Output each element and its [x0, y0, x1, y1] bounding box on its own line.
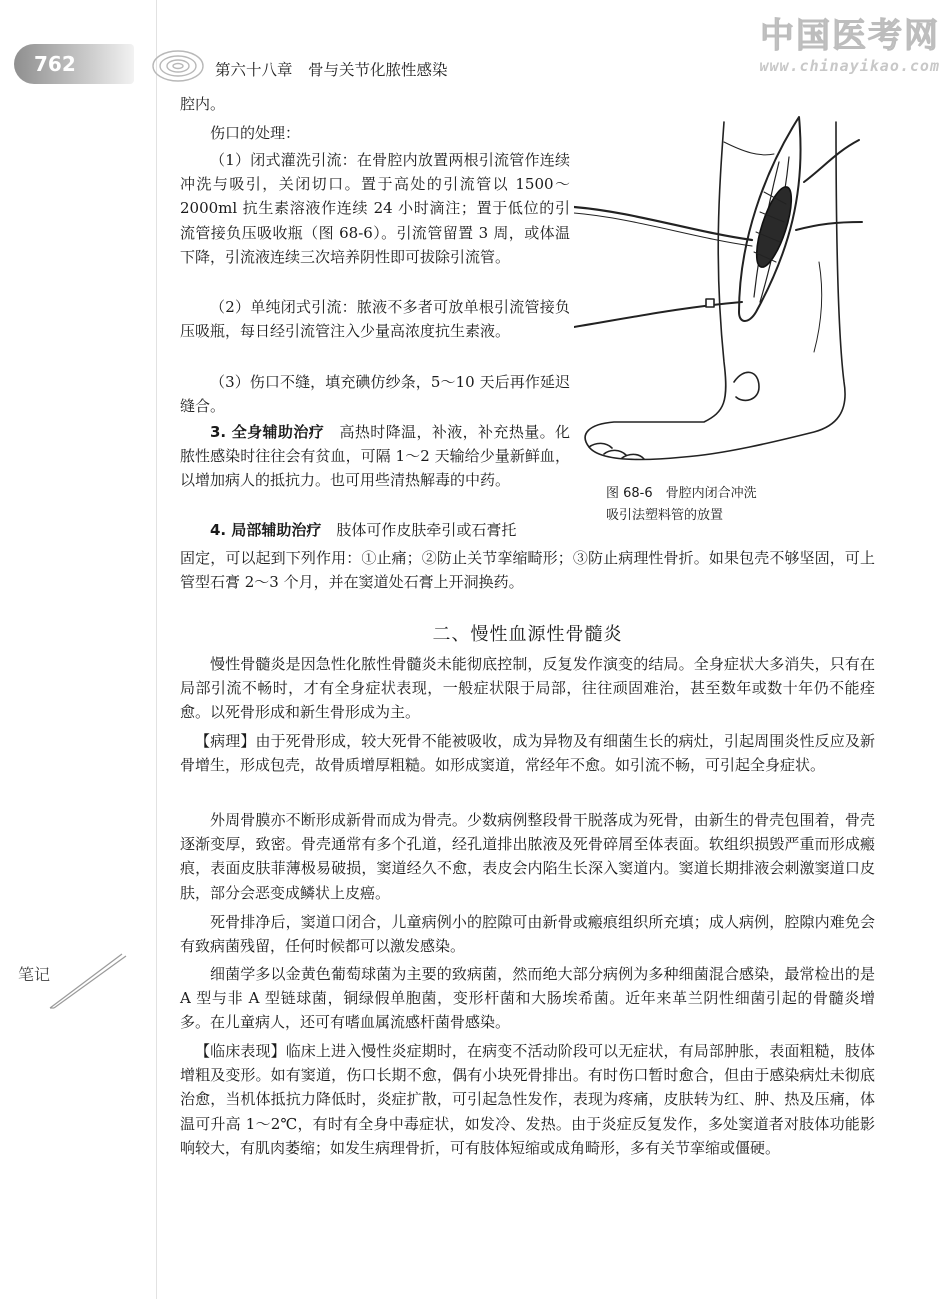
pathology-text: 由于死骨形成，较大死骨不能被吸收，成为异物及有细菌生长的病灶，引起周围炎性反应及新骨增生，形成包壳，故骨质增厚粗糙。如形成窦道，常经年不愈。如引流不畅，可引起全身症状。	[180, 732, 875, 775]
watermark-title: 中国医考网	[760, 16, 940, 56]
systemic-therapy-text: 高热时降温，补液，补充热量。化脓性感染时往往会有贫血，可隔 1～2 天输给少量新鲜血，以增加病人的抵抗力。也可用些清热解毒的中药。	[180, 423, 570, 490]
paragraph-shell: 外周骨膜亦不断形成新骨而成为骨壳。少数病例整段骨干脱落成为死骨，由新生的骨壳包围着，骨壳逐渐变厚，致密。骨壳通常有多个孔道，经孔道排出脓液及死骨碎屑至体表面。软组织损毁严重而形成瘢痕，表面皮肤菲薄极易破损，窦道经久不愈，表皮会内陷生长深入窦道内。窦道长期排液会刺激窦道口皮肤，部分会恶变成鳞状上皮癌。	[180, 811, 875, 902]
figure-caption-line1: 图 68-6 骨腔内闭合冲洗	[606, 486, 757, 501]
paragraph-wound: 伤口的处理：	[210, 124, 301, 142]
page-number: 762	[14, 44, 134, 84]
figure-caption	[606, 483, 936, 527]
paragraph-closed-irrigation: （1）闭式灌洗引流：在骨腔内放置两根引流管作连续冲洗与吸引，关闭切口。置于高处的引流管以 1500～2000ml 抗生素溶液作连续 24 小时滴注；置于低位的引流管接负压吸收瓶（图 68-6）。引流管留置 3 周，或体温下降，引流液连续三次培养阴性即可拔除引流管。	[180, 151, 570, 266]
paragraph-systemic-therapy	[180, 420, 570, 493]
paragraph-cavity: 腔内。	[180, 95, 226, 113]
leg-drainage-figure	[574, 112, 864, 477]
notes-label: 笔记	[18, 965, 51, 984]
paragraph-local-therapy	[180, 518, 570, 542]
section-title: 二、慢性血源性骨髓炎	[432, 624, 623, 645]
local-therapy-heading: 4. 局部辅助治疗	[210, 521, 322, 539]
paragraph-local-therapy-cont: 固定，可以起到下列作用：①止痛；②防止关节挛缩畸形；③防止病理性骨折。如果包壳不够坚固，可上管型石膏 2～3 个月，并在窦道处石膏上开洞换药。	[180, 549, 875, 592]
figure-caption-line2: 吸引法塑料管的放置	[606, 508, 724, 523]
paragraph-clinical	[180, 1039, 875, 1160]
paragraph-simple-drainage: （2）单纯闭式引流：脓液不多者可放单根引流管接负压吸瓶，每日经引流管注入少量高浓度抗生素液。	[180, 298, 570, 341]
paragraph-sequestrum: 死骨排净后，窦道口闭合，儿童病例小的腔隙可由新骨或瘢痕组织所充填；成人病例，腔隙内难免会有致病菌残留，任何时候都可以激发感染。	[180, 913, 875, 956]
watermark	[759, 8, 940, 75]
swirl-ornament-icon	[150, 46, 206, 86]
watermark-url: www.chinayikao.com	[759, 57, 940, 75]
pathology-label: 【病理】	[195, 732, 256, 750]
margin-rule	[156, 0, 157, 1299]
paragraph-bacteria: 细菌学多以金黄色葡萄球菌为主要的致病菌，然而绝大部分病例为多种细菌混合感染，最常检出的是 A 型与非 A 型链球菌，铜绿假单胞菌，变形杆菌和大肠埃希菌。近年来革兰阴性细菌引起的骨髓炎增多。在儿童病人，还可有嗜血属流感杆菌骨感染。	[180, 965, 875, 1032]
systemic-therapy-heading: 3. 全身辅助治疗	[210, 423, 325, 441]
paragraph-open-wound: （3）伤口不缝，填充碘仿纱条，5～10 天后再作延迟缝合。	[180, 373, 570, 416]
pen-icon	[48, 950, 128, 1010]
clinical-label: 【临床表现】	[195, 1042, 286, 1060]
chapter-title: 第六十八章 骨与关节化脓性感染	[215, 61, 448, 79]
local-therapy-text: 肢体可作皮肤牵引或石膏托	[336, 521, 517, 539]
paragraph-intro: 慢性骨髓炎是因急性化脓性骨髓炎未能彻底控制，反复发作演变的结局。全身症状大多消失，只有在局部引流不畅时，才有全身症状表现，一般症状限于局部，往往顽固难治，甚至数年或数十年仍不能痊愈。以死骨形成和新生骨形成为主。	[180, 655, 875, 722]
paragraph-pathology	[180, 729, 875, 777]
clinical-text: 临床上进入慢性炎症期时，在病变不活动阶段可以无症状，有局部肿胀，表面粗糙，肢体增粗及变形。如有窦道，伤口长期不愈，偶有小块死骨排出。有时伤口暂时愈合，但由于感染病灶未彻底治愈，当机体抵抗力降低时，炎症扩散，可引起急性发作，表现为疼痛，皮肤转为红、肿、热及压痛，体温可升高 1～2℃，有时有全身中毒症状，如发冷、发热。由于炎症反复发作，多处窦道者对肢体功能影响较大，有肌肉萎缩；如发生病理骨折，可有肢体短缩或成角畸形，多有关节挛缩或僵硬。	[180, 1042, 875, 1157]
